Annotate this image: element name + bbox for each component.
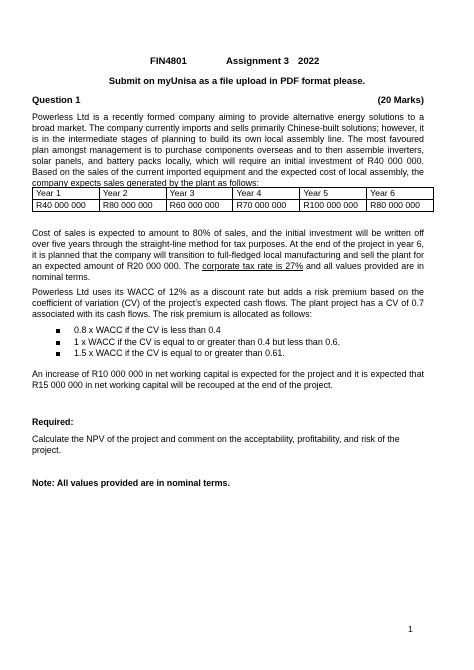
risk-item-text: 1.5 x WACC if the CV is equal to or greater than 0.61. [74,348,285,358]
course-code: FIN4801 [150,56,187,67]
document-header [0,56,474,70]
sales-table-value-row [33,200,434,212]
year-cell: Year 6 [367,188,434,200]
wacc-paragraph: Powerless Ltd uses its WACC of 12% as a discount rate but adds a risk premium based on the coefficient of variation (CV) of the project’s expected cash flows. The plant project has a CV of 0.7 associated with its cash flows. The risk premium is allocated as follows: [32,287,424,319]
sales-value-cell: R80 000 000 [99,200,166,212]
sales-value-cell: R60 000 000 [166,200,233,212]
intro-paragraph: Powerless Ltd is a recently formed company aiming to provide alternative energy solutions to a broad market. The company currently imports and sells primarily Chinese-built solutions; however, it is in the intermediate stages of planning to build its own local assembly line. The most favoured plan amongst management is to purchase components overseas and to then assemble inverters, solar panels, and battery packs locally, which will require an initial investment of R40 000 000. Based on the sales of the current imported equipment and the expected cost of local assembly, the company expects sales generated by the plant as follows: [32,112,424,188]
list-item [56,337,340,349]
question-title: Question 1 [32,94,81,105]
risk-item-text: 0.8 x WACC if the CV is less than 0.4 [74,325,221,335]
sales-value-cell: R70 000 000 [233,200,300,212]
year-cell: Year 5 [300,188,367,200]
sales-value-cell: R100 000 000 [300,200,367,212]
year-cell: Year 3 [166,188,233,200]
nwc-paragraph: An increase of R10 000 000 in net working capital is expected for the project and it is expected that R15 000 000 in net working capital will be recouped at the end of the project. [32,369,424,390]
bullet-icon [56,352,60,356]
assignment-year: 2022 [298,56,320,67]
page-number: 1 [408,624,413,634]
year-cell: Year 4 [233,188,300,200]
risk-item-text: 1 x WACC if the CV is equal to or greater than 0.4 but less than 0.6. [74,336,341,347]
cost-text-before: Cost of sales is expected to amount to 80% of sales, and the initial investment will be written off over five years through the straight-line method for tax purposes. At the end of the project in year 6, it is planned that the company will transition to full-fledged local manufacturing and sell the plant for an expected amount of R20 000 000. The [32,228,424,271]
nominal-note: Note: All values provided are in nominal terms. [32,478,230,488]
submission-note: Submit on myUnisa as a file upload in PDF format please. [108,75,366,86]
required-heading: Required: [32,417,74,427]
tax-rate-text: corporate tax rate is 27% [202,261,303,271]
question-heading [32,94,424,105]
bullet-icon [56,329,60,333]
cost-paragraph [32,228,424,283]
list-item [56,348,340,360]
assignment-label: Assignment 3 [226,56,289,67]
cost-text-after: and all values provided are in nominal terms. [32,261,424,282]
risk-premium-list [56,325,340,360]
year-cell: Year 2 [99,188,166,200]
sales-value-cell: R40 000 000 [33,200,100,212]
bullet-icon [56,341,60,345]
sales-table [32,187,434,212]
sales-table-header-row [33,188,434,200]
sales-value-cell: R80 000 000 [367,200,434,212]
required-text: Calculate the NPV of the project and comment on the acceptability, profitability, and risk of the project. [32,434,400,455]
list-item [56,325,340,337]
question-marks: (20 Marks) [377,94,424,105]
year-cell: Year 1 [33,188,100,200]
